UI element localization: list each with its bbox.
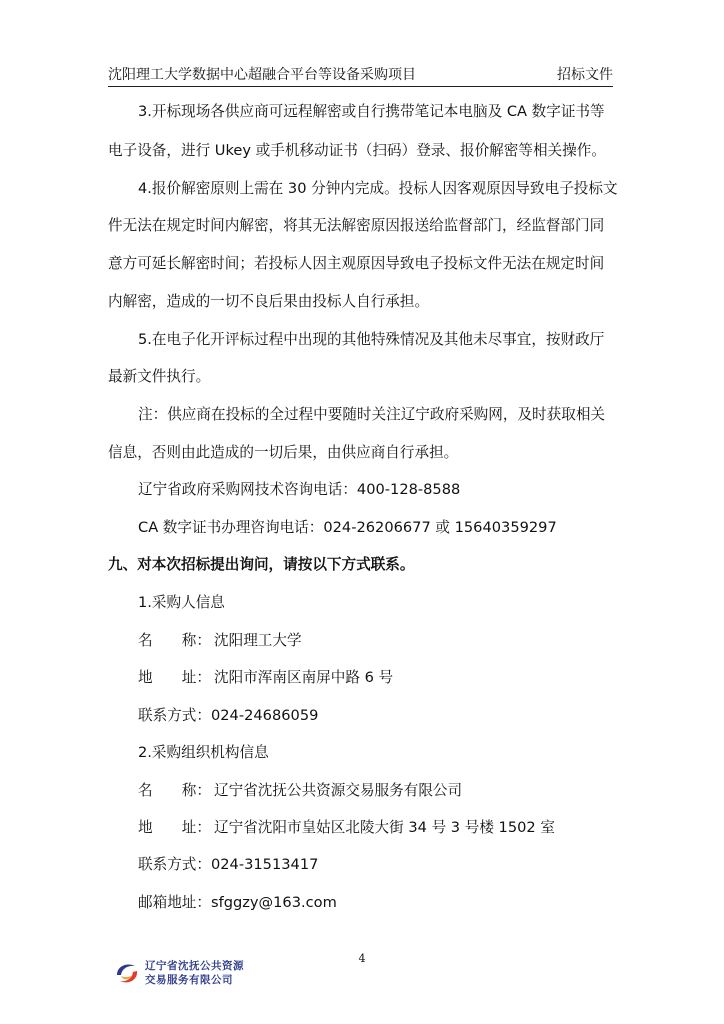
purchaser-address-row [138, 666, 393, 687]
agency-title: 2.采购组织机构信息 [138, 744, 269, 761]
paragraph-line: 内解密，造成的一切不良后果由投标人自行承担。 [108, 293, 430, 310]
field-label: 地 址： [138, 669, 211, 686]
field-label: 名 称： [138, 632, 211, 649]
logo-line-1: 辽宁省沈抚公共资源 [145, 960, 244, 972]
agency-contact: 024-31513417 [210, 856, 319, 873]
purchaser-title: 1.采购人信息 [138, 594, 225, 611]
purchaser-contact-row [138, 704, 318, 725]
agency-address-row [138, 816, 555, 837]
purchaser-name: 沈阳理工大学 [214, 632, 302, 649]
purchaser-contact: 024-24686059 [210, 707, 319, 724]
paragraph-line: 信息，否则由此造成的一切后果，由供应商自行承担。 [108, 444, 459, 461]
paragraph-line: 注：供应商在投标的全过程中要随时关注辽宁政府采购网，及时获取相关 [138, 406, 606, 423]
footer-logo [113, 957, 253, 991]
agency-name: 辽宁省沈抚公共资源交易服务有限公司 [214, 782, 463, 799]
agency-email: sfggzy@163.com [210, 894, 337, 911]
agency-email-row [138, 891, 337, 912]
field-label: 名 称： [138, 782, 211, 799]
phone-line: 辽宁省政府采购网技术咨询电话：400-128-8588 [138, 481, 461, 498]
page-header [108, 66, 613, 87]
header-project-title: 沈阳理工大学数据中心超融合平台等设备采购项目 [108, 67, 416, 83]
paragraph-line: 4.报价解密原则上需在 30 分钟内完成。投标人因客观原因导致电子投标文 [138, 180, 618, 197]
purchaser-address: 沈阳市浑南区南屏中路 6 号 [214, 669, 394, 686]
paragraph-line: 最新文件执行。 [108, 368, 211, 385]
phone-line: CA 数字证书办理咨询电话：024-26206677 或 15640359297 [138, 519, 557, 536]
paragraph-line: 件无法在规定时间内解密，将其无法解密原因报送给监督部门，经监督部门同 [108, 217, 605, 234]
field-label: 联系方式： [138, 856, 211, 873]
logo-line-2: 交易服务有限公司 [145, 974, 233, 986]
paragraph-line: 5.在电子化开评标过程中出现的其他特殊情况及其他未尽事宜，按财政厅 [138, 331, 605, 348]
header-doc-type: 招标文件 [557, 67, 613, 83]
page-number: 4 [358, 952, 366, 965]
agency-name-row [138, 779, 462, 800]
field-label: 邮箱地址： [138, 894, 211, 911]
field-label: 地 址： [138, 819, 211, 836]
paragraph-line: 电子设备，进行 Ukey 或手机移动证书（扫码）登录、报价解密等相关操作。 [108, 142, 606, 159]
purchaser-name-row [138, 629, 302, 650]
paragraph-line: 3.开标现场各供应商可远程解密或自行携带笔记本电脑及 CA 数字证书等 [138, 103, 605, 120]
paragraph-line: 意方可延长解密时间；若投标人因主观原因导致电子投标文件无法在规定时间 [108, 255, 605, 272]
agency-contact-row [138, 853, 318, 874]
field-label: 联系方式： [138, 707, 211, 724]
agency-address: 辽宁省沈阳市皇姑区北陵大街 34 号 3 号楼 1502 室 [214, 819, 555, 836]
section-heading: 九、对本次招标提出询问，请按以下方式联系。 [108, 556, 415, 573]
swirl-logo-icon [113, 959, 141, 987]
